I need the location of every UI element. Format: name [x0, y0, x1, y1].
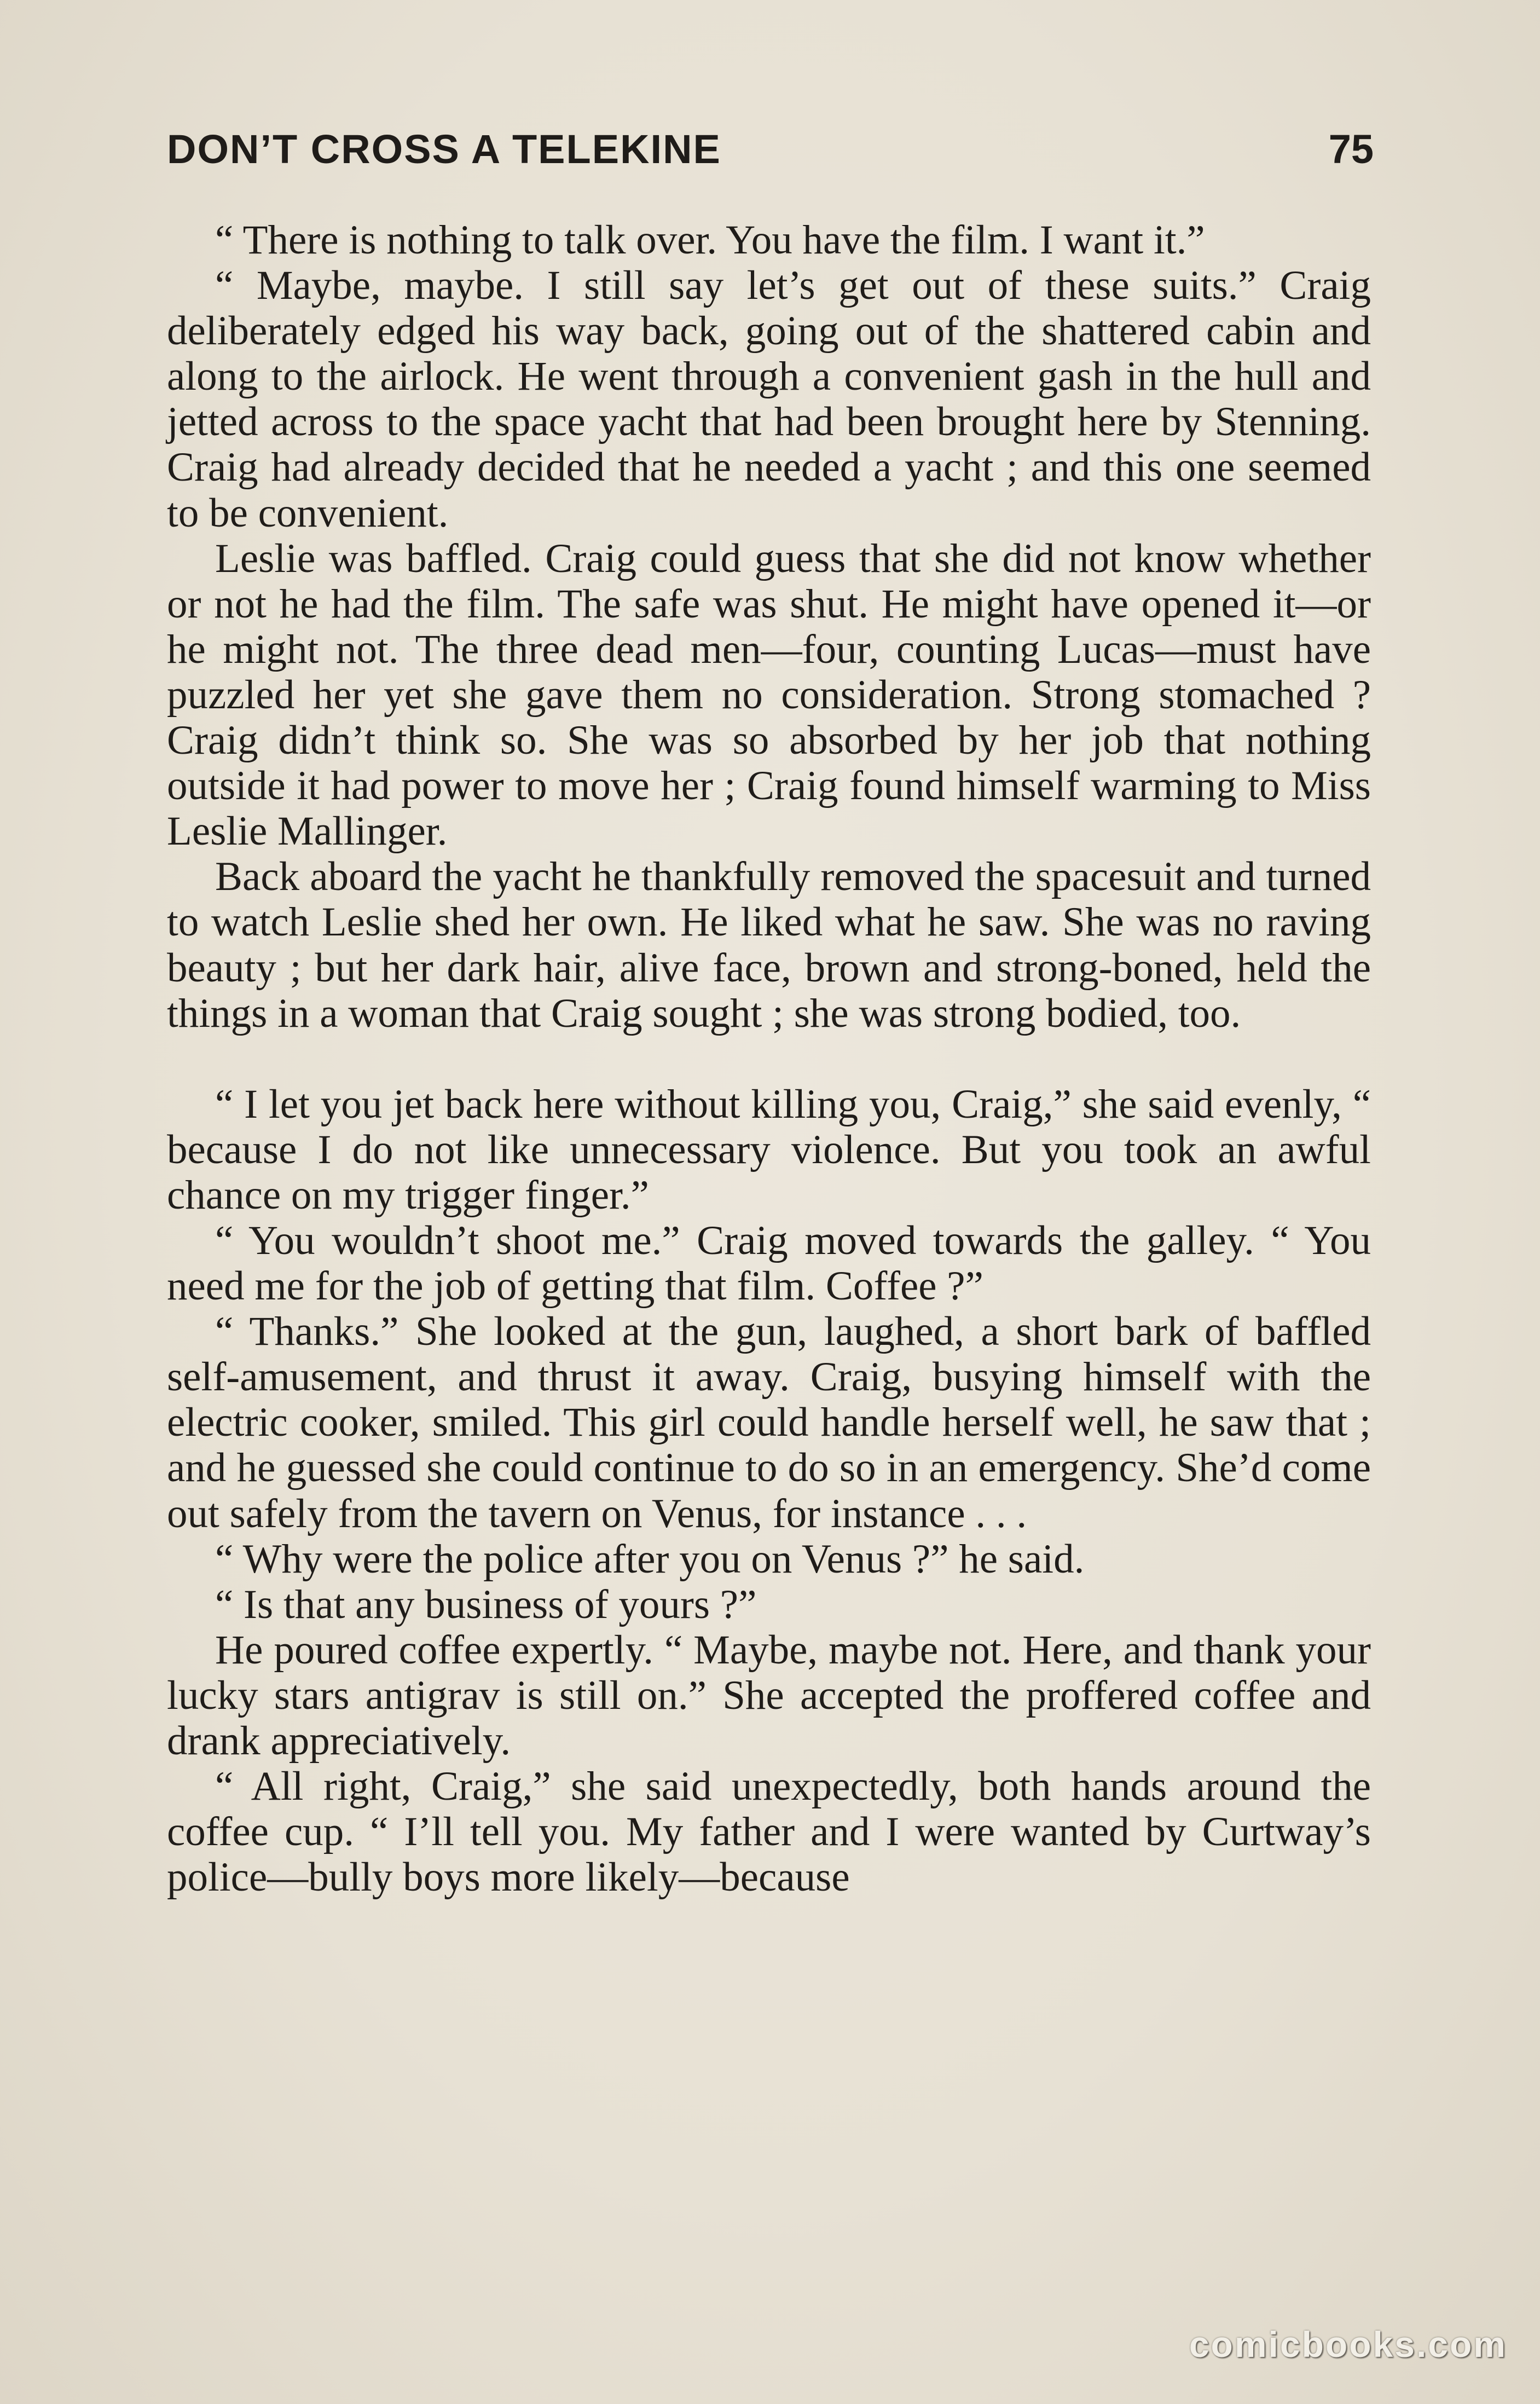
paragraph: “ Thanks.” She looked at the gun, laughed, a short bark of baffled self-amusement, and thrust it away. Craig, busying himself with the electric cooker, smiled. This girl could handle herself well, he saw that ; and he guessed she could continue to do so in an emergency. She’d come out safely from the tavern on Venus, for instance . . . — [167, 1309, 1371, 1536]
paragraph: “ Is that any business of yours ?” — [215, 1581, 757, 1627]
running-title: DON’T CROSS A TELEKINE — [167, 126, 721, 172]
paragraph: “ I let you jet back here without killing you, Craig,” she said evenly, “ because I do not like unnecessary violence. But you took an awful chance on my trigger finger.” — [167, 1081, 1371, 1218]
paragraph: “ Maybe, maybe. I still say let’s get out of these suits.” Craig deliberately edged his way back, going out of the shattered cabin and along to the airlock. He went through a convenient gash in the hull and jetted across to the space yacht that had been brought here by Stenning. Craig had already decided that he needed a yacht ; and this one seemed to be convenient. — [167, 263, 1371, 536]
page-number: 75 — [1328, 126, 1374, 172]
section-break — [167, 1036, 1371, 1082]
paragraph: “ You wouldn’t shoot me.” Craig moved towards the galley. “ You need me for the job of getting that film. Coffee ?” — [167, 1217, 1371, 1309]
paragraph: “ There is nothing to talk over. You have the film. I want it.” — [215, 217, 1205, 263]
paragraph: “ Why were the police after you on Venus ?” he said. — [215, 1536, 1085, 1582]
paragraph: He poured coffee expertly. “ Maybe, maybe not. Here, and thank your lucky stars antigrav is still on.” She accepted the proffered coffee and drank appreciatively. — [167, 1627, 1371, 1764]
paragraph: Leslie was baffled. Craig could guess that she did not know whether or not he had the film. The safe was shut. He might have opened it—or he might not. The three dead men—four, counting Lucas—must have puzzled her yet she gave them no consideration. Strong stomached ? Craig didn’t think so. She was so absorbed by her job that nothing outside it had power to move her ; Craig found himself warming to Miss Leslie Mallinger. — [167, 535, 1371, 854]
paragraph: Back aboard the yacht he thankfully removed the spacesuit and turned to watch Leslie shed her own. He liked what he saw. She was no raving beauty ; but her dark hair, alive face, brown and strong-boned, held the things in a woman that Craig sought ; she was strong bodied, too. — [167, 854, 1371, 1036]
body-text — [167, 217, 1371, 1900]
paragraph: “ All right, Craig,” she said unexpectedly, both hands around the coffee cup. “ I’ll tell you. My father and I were wanted by Curtway’s police—bully boys more likely—because — [167, 1764, 1371, 1900]
page-header — [167, 125, 1374, 174]
watermark: comicbooks.com — [1189, 2324, 1507, 2365]
